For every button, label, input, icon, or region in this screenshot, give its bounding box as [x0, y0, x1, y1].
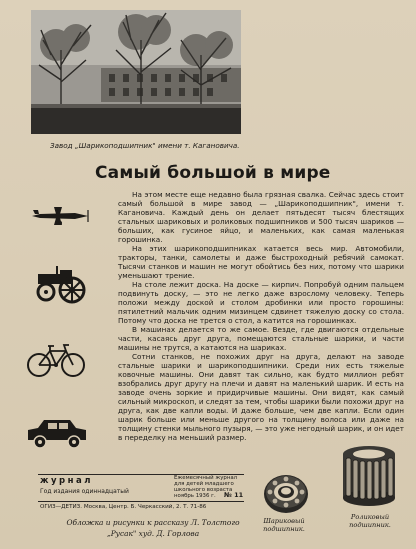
issue-number: № 11	[224, 491, 244, 499]
photo-caption: Завод „Шарикоподшипник" имени т. Кагановича.	[50, 141, 240, 150]
airplane-icon	[30, 205, 92, 231]
imprint-box	[38, 474, 244, 512]
ball-bearing-label	[258, 518, 310, 533]
ball-bearing-icon	[262, 470, 310, 518]
paragraph: На этих шарикоподшипниках катается весь мир. Автомобили, тракторы, танки, самолеты и даже быстроходный ребячий самокат. Тысячи станков и машин не могут обойтись без них, потому что шарики уменьшают трение.	[118, 244, 404, 280]
automobile-icon	[24, 416, 90, 454]
tractor-icon	[30, 262, 90, 308]
credits-line: „Русак" худ. Д. Горлова	[106, 528, 200, 538]
magazine-name: журнал	[40, 476, 93, 486]
bicycle-icon	[26, 342, 86, 382]
issue-info-line: для детей младшего	[174, 481, 234, 487]
illustration-credits	[48, 518, 258, 539]
paragraph: На этом месте еще недавно была грязная свалка. Сейчас здесь стоит самый большой в мире завод — „Шарикоподшипник", имени т. Кагановича. Каждый день он делает пятьдесят тысяч блестящих стальных шариковых и роликовых подшипников и 500 тысяч шариков — больших, как гусиное яйцо, и маленьких, как самая маленькая горошинка.	[118, 190, 404, 244]
credits-line: Обложка и рисунки к рассказу Л. Толстого	[66, 518, 240, 527]
issue-date: ноябрь 1936 г.	[174, 493, 216, 499]
roller-bearing-label	[342, 514, 398, 529]
divider	[38, 501, 244, 502]
paragraph: Сотни станков, не похожих друг на друга, делают на заводе стальные шарики и шарикоподшипники. Среди них есть тяжелые ковочные машины. Они давят так сильно, как будто миллион ребят взобрались друг другу на плечи и давят на маленький шарик. И есть на заводе очень зоркие и придирчивые машины. Они видят, как самый сильный микроскоп, и следят за тем, чтобы шарики были похожи друг на друга, как две капли воды. И даже больше, чем две капли. Если один шарик больше или меньше другого на толщину волоса или даже на толщину стенки мыльного пузыря, — это уже негодный шарик, и он идет в переделку на меньший размер.	[118, 352, 404, 442]
publication-year: Год издания одиннадцатый	[40, 488, 129, 495]
roller-bearing-label-text: Роликовый подшипник.	[349, 513, 391, 529]
paragraph: В машинах делается то же самое. Везде, где двигаются отдельные части, касаясь друг друга, помещаются стальные шарики, и части машины не трутся, а катаются на шариках.	[118, 325, 404, 352]
roller-bearing-icon	[338, 444, 400, 514]
article-body	[118, 190, 404, 442]
paragraph: На столе лежит доска. На доске — кирпич. Попробуй одним пальцем подвинуть доску, — это не легко даже взрослому человеку. Теперь положи между доской и столом дробинки или просто горошины: пятилетний мальчик одним мизинцем сдвинет тяжелую доску со стола. Потому что доска не трется о стол, а катится на горошинках.	[118, 280, 404, 325]
article-title: Самый большой в мире	[95, 163, 331, 183]
ball-bearing-label-text: Шариковый подшипник.	[263, 517, 305, 533]
factory-photo	[31, 10, 241, 134]
issue-info-line: школьного возраста	[174, 487, 233, 493]
issue-info-line: Ежемесячный журнал	[174, 475, 238, 481]
publisher-imprint: ОГИЗ—ДЕТИЗ. Москва, Центр. Б. Черкасский, 2. Т. 71-86	[40, 504, 207, 510]
